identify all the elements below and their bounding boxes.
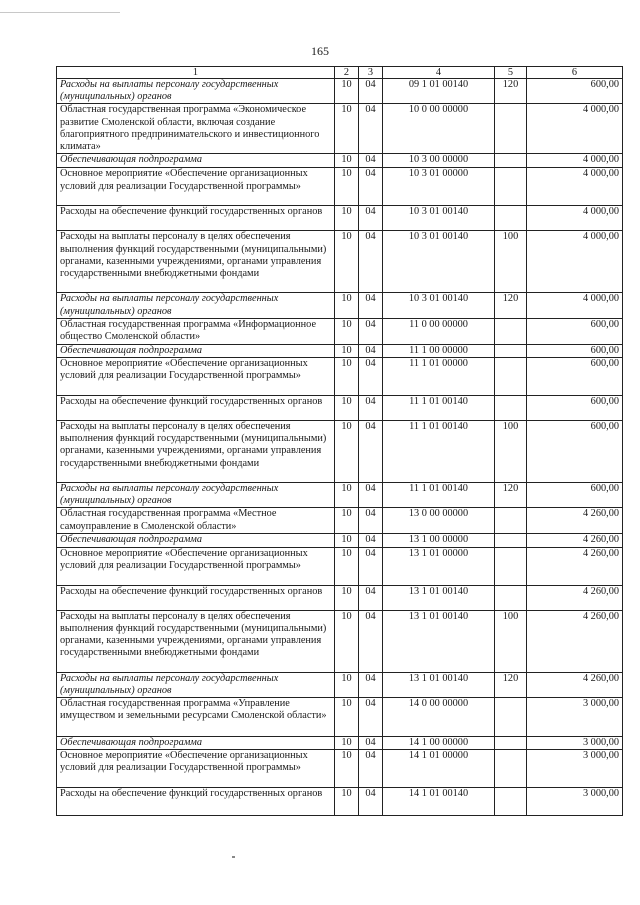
column-header: 5 <box>495 67 527 79</box>
row-section: 10 <box>335 358 359 396</box>
row-target-code: 10 3 01 00140 <box>383 206 495 231</box>
row-expense-type <box>495 168 527 206</box>
table-row <box>57 396 623 421</box>
row-target-code: 14 1 01 00140 <box>383 788 495 816</box>
row-target-code: 13 1 00 00000 <box>383 534 495 547</box>
table-header-row <box>57 67 623 79</box>
table-row <box>57 508 623 534</box>
row-subsection: 04 <box>359 788 383 816</box>
row-amount: 4 000,00 <box>527 104 623 154</box>
row-subsection: 04 <box>359 344 383 357</box>
row-target-code: 11 1 01 00140 <box>383 421 495 483</box>
row-amount: 4 000,00 <box>527 168 623 206</box>
row-section: 10 <box>335 168 359 206</box>
row-section: 10 <box>335 483 359 508</box>
row-name: Обеспечивающая подпрограмма <box>57 154 335 168</box>
row-expense-type <box>495 206 527 231</box>
row-amount: 600,00 <box>527 79 623 104</box>
row-target-code: 13 1 01 00000 <box>383 547 495 585</box>
table-row <box>57 547 623 585</box>
scan-speck <box>232 856 235 858</box>
row-expense-type <box>495 547 527 585</box>
row-amount: 4 260,00 <box>527 547 623 585</box>
row-expense-type <box>495 396 527 421</box>
row-section: 10 <box>335 585 359 610</box>
row-target-code: 10 3 00 00000 <box>383 154 495 168</box>
row-expense-type <box>495 104 527 154</box>
row-subsection: 04 <box>359 358 383 396</box>
table-row <box>57 421 623 483</box>
row-target-code: 09 1 01 00140 <box>383 79 495 104</box>
row-name: Расходы на выплаты персоналу государственных (муниципальных) органов <box>57 483 335 508</box>
row-section: 10 <box>335 79 359 104</box>
row-amount: 4 000,00 <box>527 293 623 318</box>
row-expense-type: 100 <box>495 421 527 483</box>
row-name: Основное мероприятие «Обеспечение организационных условий для реализации Государственной программы» <box>57 750 335 788</box>
row-section: 10 <box>335 672 359 697</box>
row-subsection: 04 <box>359 483 383 508</box>
row-section: 10 <box>335 231 359 293</box>
table-row <box>57 358 623 396</box>
row-amount: 4 260,00 <box>527 508 623 534</box>
row-section: 10 <box>335 421 359 483</box>
row-subsection: 04 <box>359 421 383 483</box>
row-expense-type: 120 <box>495 293 527 318</box>
row-section: 10 <box>335 610 359 672</box>
table-row <box>57 344 623 357</box>
table-row <box>57 318 623 344</box>
table-body <box>57 79 623 816</box>
table-row <box>57 672 623 697</box>
page-number: 165 <box>311 44 329 58</box>
table-row <box>57 168 623 206</box>
row-target-code: 11 1 01 00140 <box>383 483 495 508</box>
row-target-code: 14 1 00 00000 <box>383 737 495 750</box>
table-row <box>57 206 623 231</box>
row-target-code: 11 1 01 00140 <box>383 396 495 421</box>
column-header: 4 <box>383 67 495 79</box>
row-subsection: 04 <box>359 231 383 293</box>
row-expense-type <box>495 154 527 168</box>
row-section: 10 <box>335 698 359 737</box>
row-subsection: 04 <box>359 318 383 344</box>
row-expense-type <box>495 344 527 357</box>
table-row <box>57 483 623 508</box>
row-amount: 4 260,00 <box>527 672 623 697</box>
row-section: 10 <box>335 318 359 344</box>
row-section: 10 <box>335 788 359 816</box>
row-amount: 600,00 <box>527 396 623 421</box>
column-header: 1 <box>57 67 335 79</box>
scan-corner-mark <box>0 0 120 13</box>
column-header: 2 <box>335 67 359 79</box>
row-subsection: 04 <box>359 547 383 585</box>
row-name: Основное мероприятие «Обеспечение организационных условий для реализации Государственной программы» <box>57 547 335 585</box>
row-name: Расходы на обеспечение функций государственных органов <box>57 788 335 816</box>
row-amount: 600,00 <box>527 483 623 508</box>
row-expense-type <box>495 358 527 396</box>
row-name: Областная государственная программа «Местное самоуправление в Смоленской области» <box>57 508 335 534</box>
row-target-code: 14 0 00 00000 <box>383 698 495 737</box>
row-subsection: 04 <box>359 610 383 672</box>
row-section: 10 <box>335 206 359 231</box>
row-amount: 3 000,00 <box>527 750 623 788</box>
table-row <box>57 79 623 104</box>
row-name: Основное мероприятие «Обеспечение организационных условий для реализации Государственной программы» <box>57 358 335 396</box>
table-row <box>57 534 623 547</box>
row-target-code: 10 0 00 00000 <box>383 104 495 154</box>
table-row <box>57 231 623 293</box>
row-section: 10 <box>335 547 359 585</box>
table-row <box>57 154 623 168</box>
row-subsection: 04 <box>359 698 383 737</box>
row-name: Областная государственная программа «Управление имуществом и земельными ресурсами Смоленской области» <box>57 698 335 737</box>
row-amount: 600,00 <box>527 421 623 483</box>
row-name: Основное мероприятие «Обеспечение организационных условий для реализации Государственной программы» <box>57 168 335 206</box>
row-name: Областная государственная программа «Экономическое развитие Смоленской области, включая создание благоприятного предпринимательского и инвестиционного климата» <box>57 104 335 154</box>
table-row <box>57 737 623 750</box>
row-amount: 3 000,00 <box>527 698 623 737</box>
row-amount: 600,00 <box>527 358 623 396</box>
row-name: Обеспечивающая подпрограмма <box>57 344 335 357</box>
row-section: 10 <box>335 293 359 318</box>
row-expense-type <box>495 698 527 737</box>
row-subsection: 04 <box>359 154 383 168</box>
row-target-code: 11 0 00 00000 <box>383 318 495 344</box>
row-name: Расходы на выплаты персоналу в целях обеспечения выполнения функций государственными (муниципальными) органами, казенными учреждениями, органами управления государственными внебюджетными фондами <box>57 421 335 483</box>
row-subsection: 04 <box>359 750 383 788</box>
row-target-code: 13 0 00 00000 <box>383 508 495 534</box>
row-expense-type: 120 <box>495 483 527 508</box>
row-amount: 600,00 <box>527 344 623 357</box>
row-subsection: 04 <box>359 672 383 697</box>
row-target-code: 10 3 01 00140 <box>383 293 495 318</box>
row-section: 10 <box>335 104 359 154</box>
row-target-code: 11 1 00 00000 <box>383 344 495 357</box>
row-expense-type <box>495 788 527 816</box>
row-name: Расходы на выплаты персоналу государственных (муниципальных) органов <box>57 672 335 697</box>
table-row <box>57 750 623 788</box>
row-amount: 4 000,00 <box>527 231 623 293</box>
row-section: 10 <box>335 737 359 750</box>
row-target-code: 13 1 01 00140 <box>383 585 495 610</box>
row-amount: 600,00 <box>527 318 623 344</box>
row-section: 10 <box>335 750 359 788</box>
row-section: 10 <box>335 508 359 534</box>
row-name: Расходы на выплаты персоналу в целях обеспечения выполнения функций государственными (муниципальными) органами, казенными учреждениями, органами управления государственными внебюджетными фондами <box>57 610 335 672</box>
row-expense-type: 120 <box>495 79 527 104</box>
row-expense-type <box>495 318 527 344</box>
table-row <box>57 585 623 610</box>
row-expense-type <box>495 737 527 750</box>
row-expense-type: 100 <box>495 610 527 672</box>
table-row <box>57 293 623 318</box>
table-row <box>57 104 623 154</box>
row-amount: 4 000,00 <box>527 154 623 168</box>
row-amount: 4 260,00 <box>527 585 623 610</box>
row-subsection: 04 <box>359 79 383 104</box>
row-name: Расходы на обеспечение функций государственных органов <box>57 585 335 610</box>
row-target-code: 10 3 01 00000 <box>383 168 495 206</box>
row-expense-type <box>495 508 527 534</box>
row-amount: 4 260,00 <box>527 610 623 672</box>
row-section: 10 <box>335 534 359 547</box>
row-name: Областная государственная программа «Информационное общество Смоленской области» <box>57 318 335 344</box>
table-row <box>57 788 623 816</box>
row-amount: 3 000,00 <box>527 788 623 816</box>
row-target-code: 14 1 01 00000 <box>383 750 495 788</box>
row-name: Обеспечивающая подпрограмма <box>57 534 335 547</box>
row-target-code: 11 1 01 00000 <box>383 358 495 396</box>
row-amount: 4 260,00 <box>527 534 623 547</box>
row-subsection: 04 <box>359 396 383 421</box>
row-subsection: 04 <box>359 508 383 534</box>
row-amount: 3 000,00 <box>527 737 623 750</box>
row-section: 10 <box>335 154 359 168</box>
row-expense-type <box>495 534 527 547</box>
row-subsection: 04 <box>359 206 383 231</box>
row-target-code: 13 1 01 00140 <box>383 610 495 672</box>
row-name: Обеспечивающая подпрограмма <box>57 737 335 750</box>
table-row <box>57 698 623 737</box>
row-expense-type: 100 <box>495 231 527 293</box>
table-row <box>57 610 623 672</box>
row-subsection: 04 <box>359 585 383 610</box>
column-header: 3 <box>359 67 383 79</box>
row-subsection: 04 <box>359 737 383 750</box>
row-name: Расходы на обеспечение функций государственных органов <box>57 206 335 231</box>
row-name: Расходы на выплаты персоналу государственных (муниципальных) органов <box>57 293 335 318</box>
row-section: 10 <box>335 344 359 357</box>
row-subsection: 04 <box>359 104 383 154</box>
row-subsection: 04 <box>359 168 383 206</box>
row-subsection: 04 <box>359 293 383 318</box>
row-expense-type <box>495 585 527 610</box>
row-target-code: 13 1 01 00140 <box>383 672 495 697</box>
row-subsection: 04 <box>359 534 383 547</box>
row-name: Расходы на обеспечение функций государственных органов <box>57 396 335 421</box>
row-name: Расходы на выплаты персоналу в целях обеспечения выполнения функций государственными (муниципальными) органами, казенными учреждениями, органами управления государственными внебюджетными фондами <box>57 231 335 293</box>
row-section: 10 <box>335 396 359 421</box>
row-target-code: 10 3 01 00140 <box>383 231 495 293</box>
row-name: Расходы на выплаты персоналу государственных (муниципальных) органов <box>57 79 335 104</box>
budget-table <box>56 66 623 816</box>
row-expense-type <box>495 750 527 788</box>
row-expense-type: 120 <box>495 672 527 697</box>
column-header: 6 <box>527 67 623 79</box>
row-amount: 4 000,00 <box>527 206 623 231</box>
